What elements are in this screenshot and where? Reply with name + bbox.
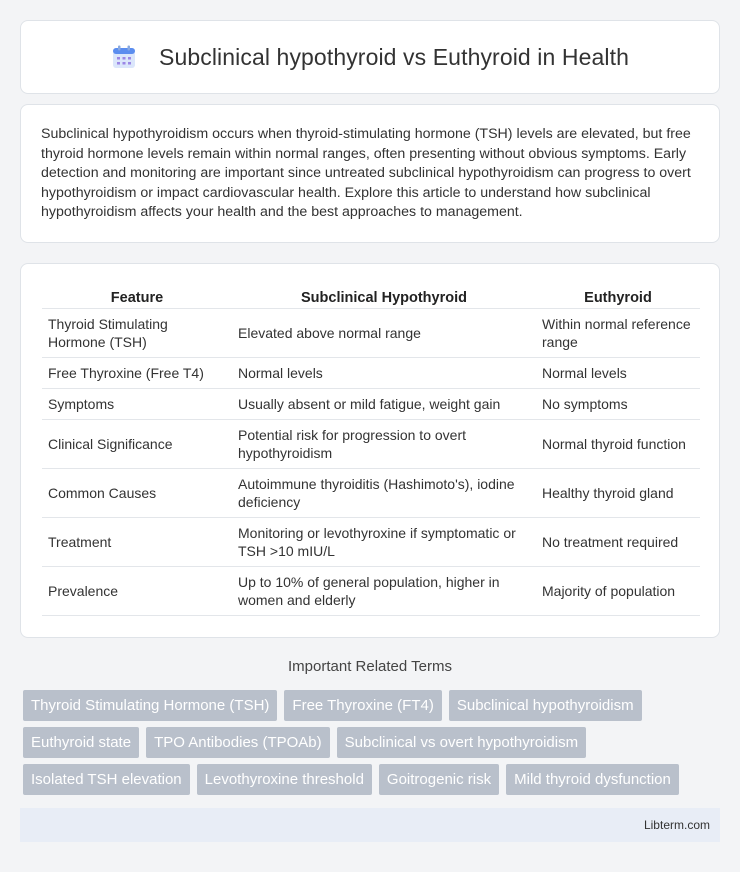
table-cell: Symptoms [42,388,232,419]
tag-link[interactable]: Subclinical hypothyroidism [449,690,642,721]
table-row [42,566,700,615]
table-row [42,468,700,517]
table-cell: Normal levels [232,357,536,388]
comparison-card [20,263,720,638]
table-cell: Normal levels [536,357,700,388]
table-cell: Prevalence [42,566,232,615]
table-cell: Common Causes [42,468,232,517]
table-cell: Healthy thyroid gland [536,468,700,517]
table-cell: No treatment required [536,517,700,566]
tag-row [23,727,723,758]
header-card [20,20,720,94]
footer-site-link[interactable]: Libterm.com [643,818,710,832]
tag-link[interactable]: Isolated TSH elevation [23,764,190,795]
header-feature: Feature [42,282,232,308]
table-cell: Monitoring or levothyroxine if symptomatic or TSH >10 mIU/L [232,517,536,566]
page-title: Subclinical hypothyroid vs Euthyroid in Health [159,43,629,70]
footer [20,808,720,842]
table-cell: Potential risk for progression to overt hypothyroidism [232,419,536,468]
table-row [42,388,700,419]
tag-link[interactable]: TPO Antibodies (TPOAb) [146,727,330,758]
table-cell: Thyroid Stimulating Hormone (TSH) [42,308,232,357]
table-row [42,517,700,566]
related-terms-tags [23,690,723,801]
table-cell: Elevated above normal range [232,308,536,357]
table-row [42,357,700,388]
tag-link[interactable]: Mild thyroid dysfunction [506,764,679,795]
tag-row [23,690,723,721]
tag-link[interactable]: Goitrogenic risk [379,764,499,795]
table-cell: Clinical Significance [42,419,232,468]
table-cell: Within normal reference range [536,308,700,357]
header-subclinical: Subclinical Hypothyroid [232,282,536,308]
table-row [42,419,700,468]
comparison-table [42,282,700,616]
tag-link[interactable]: Subclinical vs overt hypothyroidism [337,727,586,758]
table-cell: Up to 10% of general population, higher in women and elderly [232,566,536,615]
tag-row [23,764,723,795]
table-cell: Usually absent or mild fatigue, weight gain [232,388,536,419]
table-header-row [42,282,700,308]
intro-text: Subclinical hypothyroidism occurs when thyroid-stimulating hormone (TSH) levels are elevated, but free thyroid hormone levels remain within normal ranges, often presenting without obvious symptoms. Early detection and monitoring are important since untreated subclinical hypothyroidism can progress to overt hypothyroidism or impact cardiovascular health. Explore this article to understand how subclinical hypothyroidism affects your health and the best approaches to management. [41,126,691,221]
table-cell: Autoimmune thyroiditis (Hashimoto's), iodine deficiency [232,468,536,517]
intro-card [20,104,720,243]
calendar-icon [111,44,137,70]
tag-link[interactable]: Levothyroxine threshold [197,764,372,795]
tag-link[interactable]: Euthyroid state [23,727,139,758]
tag-link[interactable]: Thyroid Stimulating Hormone (TSH) [23,690,277,721]
table-cell: No symptoms [536,388,700,419]
table-cell: Normal thyroid function [536,419,700,468]
related-terms-title: Important Related Terms [288,658,452,675]
table-cell: Majority of population [536,566,700,615]
table-row [42,308,700,357]
table-cell: Free Thyroxine (Free T4) [42,357,232,388]
tag-link[interactable]: Free Thyroxine (FT4) [284,690,441,721]
header-euthyroid: Euthyroid [536,282,700,308]
table-cell: Treatment [42,517,232,566]
